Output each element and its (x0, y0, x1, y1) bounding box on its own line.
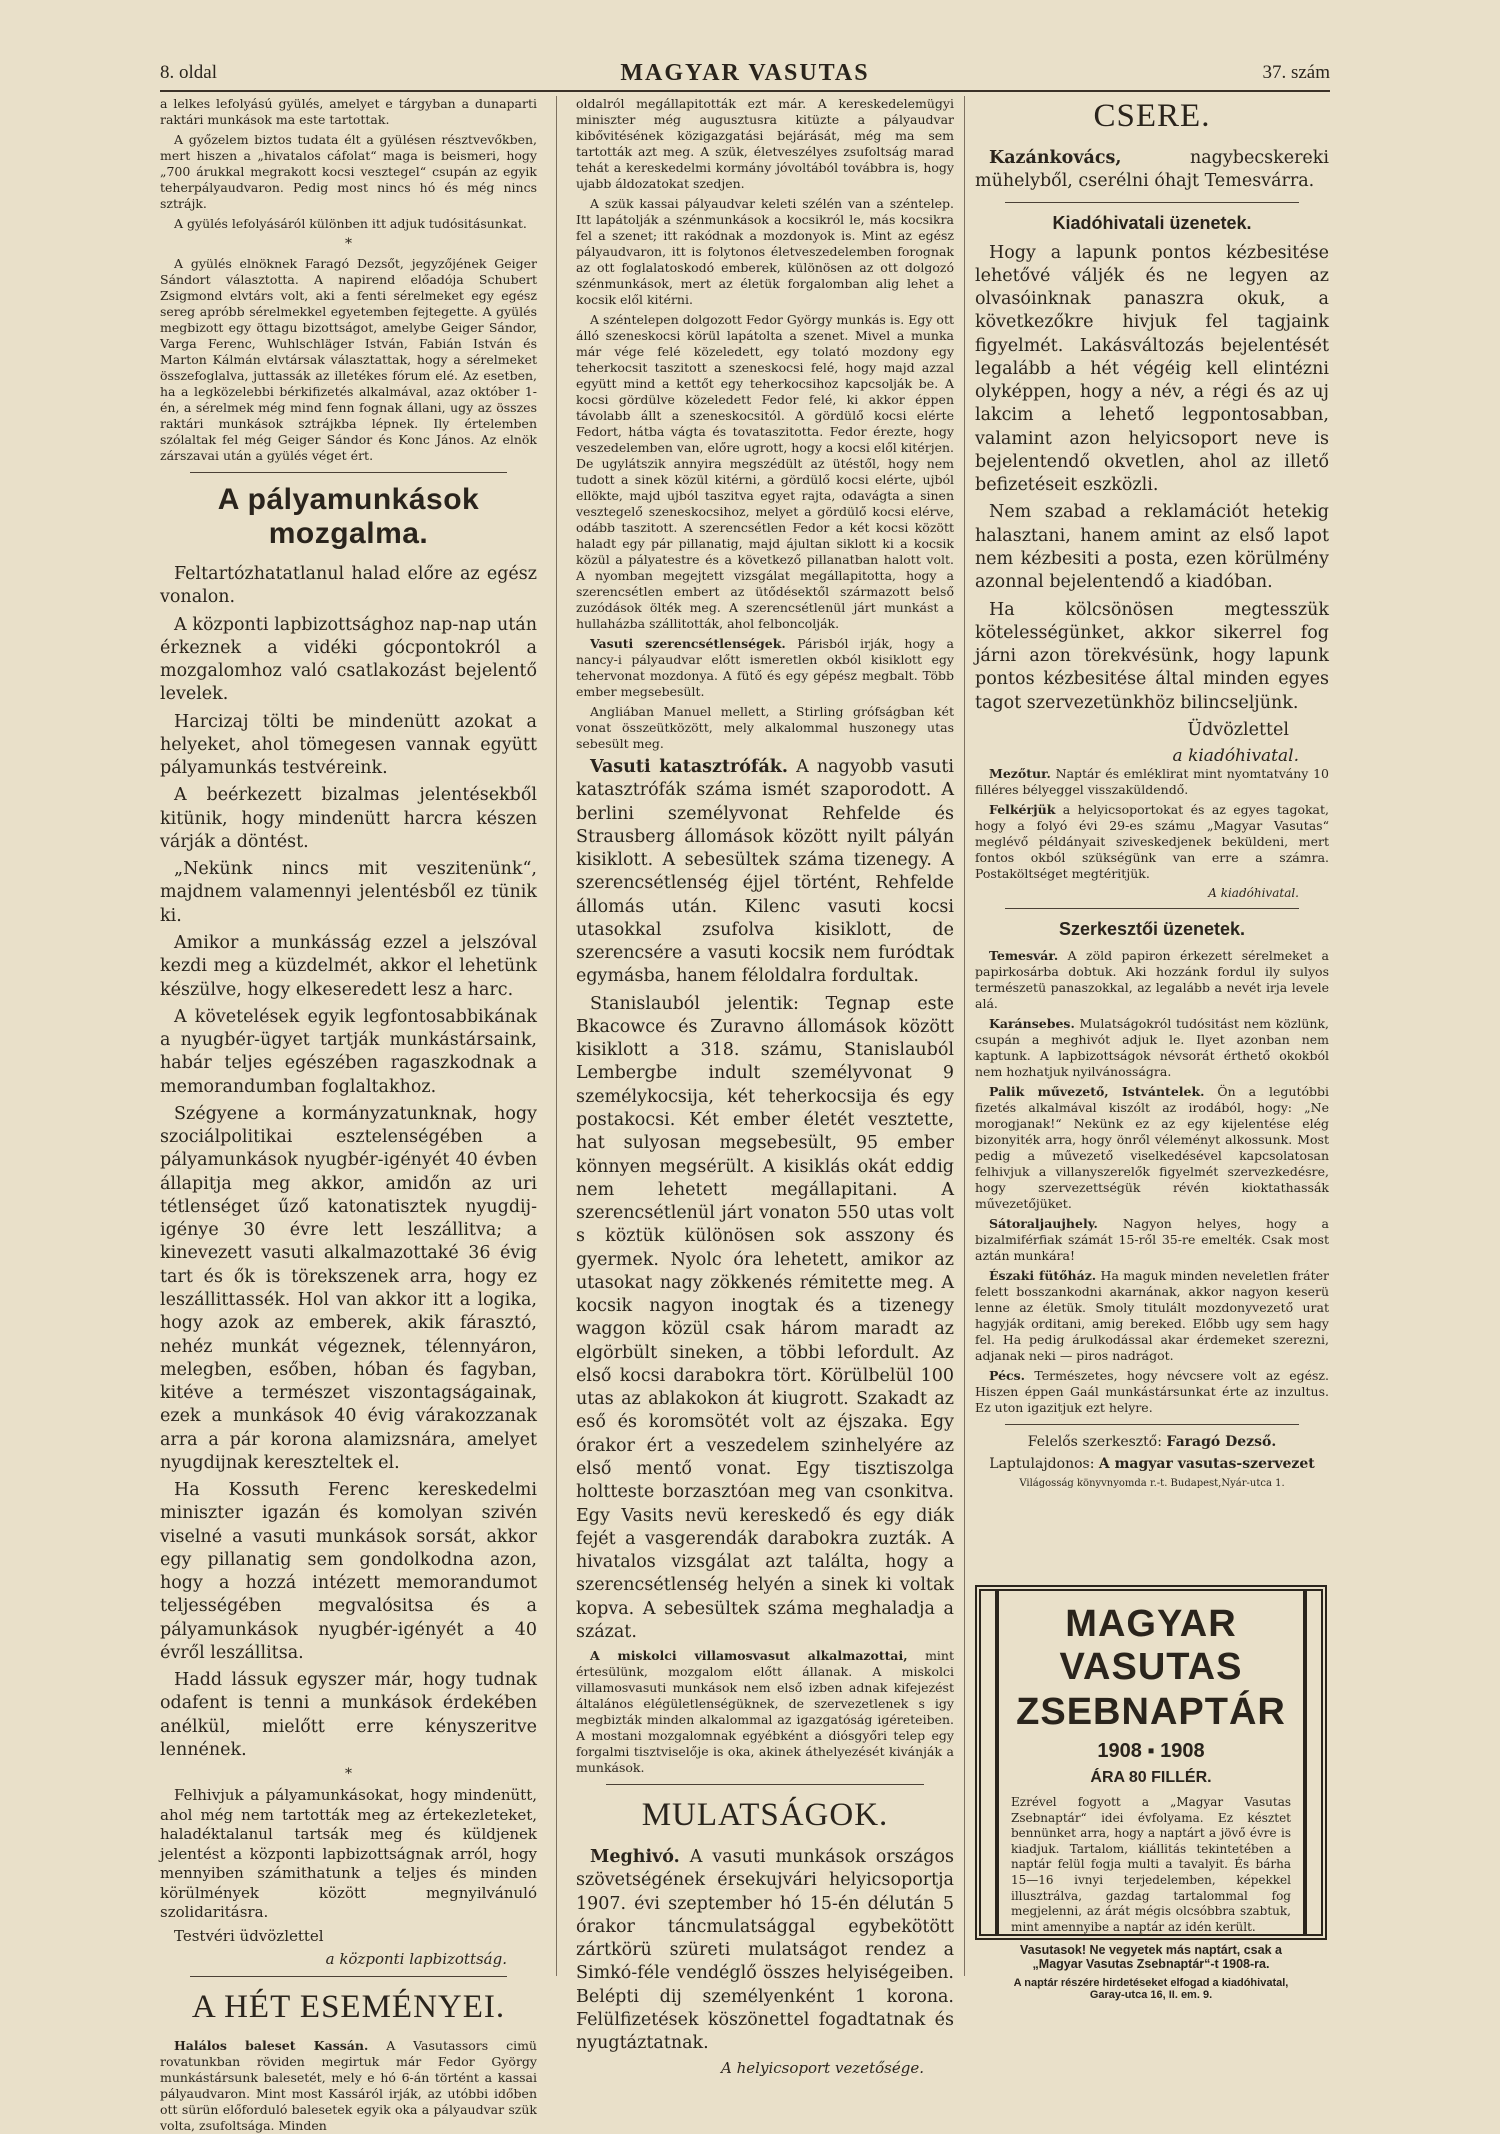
divider (1005, 202, 1299, 203)
ad-border-stripe (995, 1591, 999, 1934)
paragraph: Hogy a lapunk pontos kézbesitése lehetővé váljék és ne legyen az olvasóinknak panaszra okuk, a következőkre hivjuk fel tagjaink figyelmét. Lakásváltozás bejelentését legalább a hét végéig kell elintézni olyképpen, hogy a név, a régi és az uj lakcim a lehető legpontosabban, valamint azon helyicsoport neve is bejelentendő okvetlen, ahol az illető befizetéseit eszközli. (975, 242, 1329, 496)
section-heading: Szerkesztői üzenetek. (1058, 919, 1246, 940)
paragraph: Stanislauból jelentik: Tegnap este Bkacowce és Zuravno állomások között kisiklott a 318. számu, Stanislauból Lembergbe indult személyvonat 9 személykocsija, két teherkocsija és egy postakocsi. Két ember életét vesztette, hat sulyosan megsebesült, 95 ember könnyen megsérült. A kisiklás okát eddig nem lehetett megállapitani. A szerencsétlenül járt vonaton 550 utas volt s köztük különösen sok asszony és gyermek. Nyolc óra lehetett, amikor az utasokat nagy zökkenés rémitette meg. A kocsik nagyon inogtak és a tizenegy waggon közül csak három maradt az elgörbült sineken, a többi lefordult. Az első kocsi darabokra tört. Körülbelül 100 utas az ablakokon át kiugrott. Szakadt az eső és koromsötét volt az éjszaka. Egy órakor ért a veszedelem szinhelyére az első mentő vonat. Egy tisztiszolga holtteste borzasztóan meg van csonkitva. Egy Vasits nevü kereskedő és egy diák fejét a vasgerendák darabokra zuzták. A hivatalos vizsgálat azt találta, hogy a szerencsétlenség helyén a sinek ki voltak kopva. A sebesültek száma meghaladja a százat. (576, 993, 954, 1642)
ad-footer: A naptár részére hirdetéseket elfogad a kiadóhivatal, Garay-utca 16, II. em. 9. (1013, 1977, 1289, 2002)
news-item (975, 1368, 1329, 1416)
paragraph: a lelkes lefolyású gyülés, amelyet e tárgyban a dunaparti raktári munkások ma este tartottak. (160, 96, 537, 127)
paragraph: „Nekünk nincs mit veszitenünk“, majdnem valamennyi jelentésből ez tünik ki. (160, 859, 537, 926)
owner-name: A magyar vasutas-szervezet (1098, 1456, 1315, 1473)
news-item-text: A vasuti munkások országos szövetségének érsekujvári helyicsoportja 1907. évi szeptember hó 15-én délután 5 órakor táncmulatsággal egybekötött zártkörü szüreti mulatságot rendez a Simkó-féle vendéglő összes helyiségeiben. Belépti dij személyenként 1 korona. Felülfizetések köszönettel fogadtatnak és nyugtáztatnak. (576, 1847, 954, 2054)
column-3 (975, 96, 1329, 1576)
editor-label: Felelős szerkesztő: (1027, 1434, 1162, 1451)
editor-line (975, 1433, 1329, 1451)
ad-price: ÁRA 80 FILLÉR. (1090, 1769, 1212, 1786)
news-item (576, 636, 954, 700)
news-item-text: nagybecskereki mühelyből, cserélni óhajt Temesvárra. (975, 148, 1329, 192)
editor-name: Faragó Dezső. (1166, 1434, 1277, 1451)
paragraph: Harcizaj tölti be mindenütt azokat a helyeket, ahol tömegesen vannak együtt pályamunkás testvéreink. (160, 711, 537, 779)
news-item-text: Ha maguk minden neveletlen fráter felett bosszankodni akarnának, akkor nagyon keserü lenne az életük. Smoly titulált mozdonyvezető urat hagyják orditani, amig bereked. Előbb ugy sem hagy fel. Ha pedig árulkodással akar érdemeket szerezni, adjanak neki — piros nadrágot. (975, 1268, 1329, 1364)
calendar-advertisement (975, 1585, 1327, 2002)
meeting-report (160, 96, 537, 464)
news-item (975, 1268, 1329, 1364)
news-item-text: A Vasutassors cimü rovatunkban röviden megirtuk már Fedor György munkástársunk balesetét, mely e hó 6-án történt a kassai pályaudvaron. Mint most Kassáról irják, az utóbbi időben ott sürün előforduló balesetek egyik oka a pályaudvar szük volta, zsufoltsága. Minden (160, 2038, 537, 2134)
news-item-text: Párisból irják, hogy a nancy-i pályaudvar előtt ismeretlen okból kisiklott egy tehervonat mozdonya. A fütő és egy gépész megbalt. Több ember megsebesült. (576, 636, 954, 699)
paragraph: A gyülés elnöknek Faragó Dezsőt, jegyzőjének Geiger Sándort választotta. A napirend előadója Schubert Zsigmond elvtárs volt, aki a fenti sérelmeket egy egész sereg apróbb sérelmekkel egyetemben fejtegette. A gyülés megbizott egy öttagu bizottságot, amelybe Geiger Sándor, Varga Ferenc, Wuhlschläger István, Fabián István és Marton Kálmán elvtársak választattak, hogy a sérelmeket összefoglalva, juttassák az illetékes fórum elé. Az esetben, ha a legközelebbi bérkifizetés alkalmával, azaz október 1-én, a sérelmek még mind fenn fognak állani, ugy az összes raktári munkások sztrájkba lépnek. Ily értelemben szólaltak fel még Geiger Sándor és Konc János. Az elnök zárszavai után a gyülés véget ért. (160, 256, 537, 463)
news-item (576, 756, 954, 989)
section-heading: Kiadóhivatali üzenetek. (1052, 212, 1252, 233)
news-item (975, 802, 1329, 882)
page-number: 8. oldal (160, 62, 217, 83)
news-item-title: Vasuti szerencsétlenségek. (590, 636, 786, 651)
news-item-title: Északi fütőház. (989, 1268, 1097, 1284)
news-item (160, 2038, 537, 2134)
ad-border-stripe (1303, 1591, 1307, 1934)
greeting: Testvéri üdvözlettel (174, 1926, 324, 1945)
column-divider (556, 96, 557, 1976)
divider (190, 1976, 507, 1977)
news-item-text: A zöld papiron érkezett sérelmeket a papirkosárba dobtuk. Aki hozzánk fordul ily sulyos természetü panaszokkal, az legalább a nevét irja levele alá. (975, 948, 1329, 1012)
news-item (975, 1016, 1329, 1080)
section-heading: A HÉT ESEMÉNYEI. (191, 1989, 506, 2026)
news-item-title: Felkérjük (989, 802, 1056, 818)
owner-label: Laptulajdonos: (989, 1456, 1095, 1473)
news-item-text: a helyicsoportokat és az egyes tagokat, hogy a folyó évi 29-es számu „Magyar Vasutas“ meglévő példányait sziveskedjenek beküldeni, mert fontos okból szükségünk van erre a számra. Postaköltséget megtéritjük. (975, 802, 1329, 882)
owner-line (975, 1455, 1329, 1473)
news-item-title: Pécs. (989, 1368, 1026, 1384)
news-item-title: Temesvár. (989, 948, 1059, 964)
page-header (160, 62, 1330, 92)
news-item-title: Palik művezető, Istvántelek. (989, 1084, 1205, 1100)
news-item-title: Kazánkovács, (989, 148, 1122, 168)
divider (606, 1784, 924, 1785)
section-heading: CSERE. (1093, 98, 1211, 134)
news-item-text: Naptár és emléklirat mint nyomtatvány 10 filléres bélyeggel visszaküldendő. (975, 766, 1329, 798)
news-item-title: Vasuti katasztrófák. (590, 757, 789, 777)
paragraph: Felhivjuk a pályamunkásokat, hogy mindenütt, ahol még nem tartották meg az értekezleteket, haladéktalanul tartsák meg és küldjenek jelentést a központi lapbizottságnak arról, hogy mennyiben számithatunk a teljes és minden körülmények között megnyilvánuló szolidaritásra. (160, 1786, 537, 1922)
news-item-title: Sátoraljaujhely. (989, 1216, 1098, 1232)
ad-subtitle: ZSEBNAPTÁR (1016, 1691, 1286, 1733)
news-item (975, 1216, 1329, 1264)
greeting: Üdvözlettel (1187, 719, 1289, 740)
paragraph: A győzelem biztos tudata élt a gyülésen résztvevőkben, mert hiszen a „hivatalos cáfolat“ maga is beismeri, hogy „700 árukkal megrakott kocsi vesztegel“ csupán az egyik teherpályaudvaron. Pedig most nincs hó és még nincs sztrájk. (160, 132, 537, 211)
column-divider (964, 96, 965, 1976)
news-item-text: Nagyon helyes, hogy a bizalmiférfiak számát 15-ről 35-re emelték. Csak most aztán munkára! (975, 1216, 1329, 1264)
news-item-text: Ön a legutóbbi fizetés alkalmával kiszólt az irodából, hogy: „Ne morogjanak!“ Nekünk ez az egy kijelentése elég bizonyiték arra, hogy önről véleményt alkossunk. Most pedig a művezető viselkedésével kapcsolatosan felhivjuk a villanyszerelők figyelmét szervezkedésre, hogy szervezettségük révén kioktathassák művezetőjüket. (975, 1084, 1329, 1212)
paragraph: Ha kölcsönösen megtesszük kötelességünket, akkor sikerrel fog járni azon törekvésünk, hogy lapunk pontos kézbesitése által minden egyes tagot szervezetünkhöz bilincseljünk. (975, 599, 1329, 713)
paragraph: A széntelepen dolgozott Fedor György munkás is. Egy ott álló szeneskocsi körül lapátolta a szenet. Mivel a munka már vége felé közeledett, egy tolató mozdony egy teherkocsit taszitott a szeneskocsi felé, hogy majd azzal együtt mind a kettőt egy teherkocsihoz kapcsolják be. A kocsi gördülve közeledett Fedor felé, ki akkor éppen távolabb állt a szeneskocsitól. A gördülő kocsi elérte Fedort, hátba vágta és tovataszitotta. Fedor érezte, hogy veszedelemben van, előre ugrott, hogy a kocsi elől kitérjen. De ugylátszik annyira megszédült az ütéstől, hogy nem tudott a sinek közül kitérni, a gördülő kocsi elérte, ujból ellökte, majd ujból taszitva egyet rajta, odavágta a sinen vesztegelő szeneskocsihoz, melyet a gördülő kocsi elérve, odább taszitott. A szerencsétlen Fedor a két kocsi között haladt egy pár pillanatig, majd ájultan siklott ki a kocsik közül a pályatestre és a következő pillanatban halott volt. A nyomban megejtett vizsgálat megállapitotta, hogy a szerencsétlen embert az ütődésektől származott belső zuzódások ölték meg. A szerencsétlenül járt munkást a hullaházba szállitották, ahol felboncolják. (576, 312, 954, 631)
paragraph: oldalról megállapitották ezt már. A kereskedelemügyi miniszter még augusztusra kitüzte a pályaudvar kibővitésének közigazgatási bejárását, még ma sem tartották azt meg. A szük, életveszélyes zsufoltság marad tehát a kereskedelmi kormány jóvoltából továbbra is, hogy ujabb áldozatokat szedjen. (576, 96, 954, 191)
divider (1005, 1424, 1299, 1425)
paragraph: Hadd lássuk egyszer már, hogy tudnak odafent is tenni a munkások érdekében anélkül, mielőtt erre kényszeritve lennének. (160, 1670, 537, 1761)
divider (1005, 908, 1299, 909)
paragraph: Amikor a munkásság ezzel a jelszóval kezdi meg a küzdelmét, akkor el lehetünk készülve, hogy elkeseredett lesz a harc. (160, 932, 537, 1000)
news-item-text: Mulatságokról tudósitást nem közlünk, csupán a meghivót adjuk le. Ilyet azonban nem kaptunk. A lapbizottságok névsorát érthető okokból nem hozhatjuk nyilvánosságra. (975, 1016, 1329, 1080)
signature: A kiadóhivatal. (1208, 886, 1299, 901)
paragraph: A központi lapbizottsághoz nap-nap után érkeznek a vidéki gócpontokról a mozgalomhoz való csatlakozást bejelentő levelek. (160, 614, 537, 705)
news-item (576, 1648, 954, 1776)
news-item (975, 948, 1329, 1012)
paragraph: A beérkezett bizalmas jelentésekből kitünik, hogy mindenütt harcra készen várják a döntést. (160, 785, 537, 852)
news-item-title: Halálos baleset Kassán. (174, 2038, 369, 2054)
paragraph: A követelések egyik legfontosabbikának a nyugbér-ügyet tartják munkástársaink, habár teljes egészében ragaszkodnak a memorandumban foglaltakhoz. (160, 1006, 537, 1097)
ad-call-to-action: Vasutasok! Ne vegyetek más naptárt, csak a „Magyar Vasutas Zsebnaptár“-t 1908-ra. (1020, 1943, 1282, 1972)
column-2 (576, 96, 954, 2078)
article-heading: A pályamunkások mozgalma. (217, 483, 480, 550)
news-item-title: Mezőtur. (989, 766, 1051, 782)
ad-years: 1908 ▪ 1908 (1097, 1740, 1205, 1762)
movement-article (160, 563, 537, 1762)
news-item (975, 766, 1329, 798)
signature: a kiadóhivatal. (1172, 746, 1299, 767)
paragraph: Szégyene a kormányzatunknak, hogy szociálpolitikai esztelenségében a pályamunkások nyugbér-igényét 40 évben állapitja meg akkor, amidőn az uri tétlenséget űző katonatisztek nyugdij-igénye 30 évre lett leszállitva; a kinevezett vasuti alkalmazottaké 36 évig tart és ők is törekszenek arra, hogy ez leszállittassék. Hol van akkor itt a logika, hogy azok az emberek, akik fárasztó, nehéz munkát végeznek, télennyáron, melegben, esőben, hóban és fagyban, kitéve a természet viszontagságainak, ezek a munkások 40 évig várakozzanak arra a pár korona alamizsnára, amelyet nyugdijnak kereszteltek el. (160, 1103, 537, 1473)
divider (190, 472, 507, 473)
ad-title: MAGYAR VASUTAS (1059, 1603, 1243, 1688)
news-item (576, 1846, 954, 2055)
section-heading: MULATSÁGOK. (641, 1797, 889, 1834)
printer-line: Világosság könyvnyomda r.-t. Budapest,Nyár-utca 1. (1019, 1478, 1285, 1490)
separator-star: * (345, 1766, 352, 1783)
separator-star: * (345, 236, 352, 252)
issue-number: 37. szám (1262, 62, 1330, 83)
news-item (975, 147, 1329, 194)
news-item-title: Meghivó. (590, 1847, 680, 1868)
news-item (975, 1084, 1329, 1212)
news-item-text: mint értesülünk, mozgalom előtt állanak. A miskolci villamosvasuti munkások nem első izben adnak kifejezést általános elégületlenségüknek, de szervezetlenek s igy megbizták minden alkalommal az igazgatóság igéreteiben. A mostani mozgalomnak egyébként a diósgyőri telep egy forgalmi tisztviselője is oka, akinek áthelyezését kivánják a munkások. (576, 1648, 954, 1776)
masthead-title: MAGYAR VASUTAS (620, 60, 870, 86)
signature: A helyicsoport vezetősége. (721, 2059, 924, 2078)
paragraph: Ha Kossuth Ferenc kereskedelmi miniszter igazán és komolyan szivén viselné a vasuti munkások sorsát, akkor egy pillanatig sem gondolkodna azon, hogy a hozzá intézett memorandumot teljességében megvalósitsa és a pályamunkások nyugbér-igényét a 40 évről leszállitsa. (160, 1480, 537, 1663)
news-item-text: Természetes, hogy névcsere volt az egész. Hiszen éppen Gaál munkástársunkat érte az inzultus. Ez uton igazitjuk ezt helyre. (975, 1368, 1329, 1416)
ad-body: Ezrével fogyott a „Magyar Vasutas Zsebnaptár“ idei évfolyama. Ez késztet bennünket arra, hogy a naptárt a jövő évre is kiadjuk. Tartalom, kiállitás tekintetében a naptár felül fogja multi a tavalyit. És bárha 15—16 ivnyi terjedelemben, képekkel illusztrálva, gazdag tartalommal fog megjelenni, az árát mégis olcsóbbra szabtuk, mint amennyibe a naptár az idén került. (1011, 1795, 1291, 1934)
paragraph: A gyülés lefolyásáról különben itt adjuk tudósitásunkat. (174, 216, 527, 231)
news-item-title: A miskolci villamosvasut alkalmazottai, (590, 1648, 908, 1664)
paragraph: A szük kassai pályaudvar keleti szélén van a széntelep. Itt lapátolják a szénmunkások a kocsikról le, más kocsikra fel a szenet; itt rakódnak a mozdonyok is. Mint az egész pályaudvaron, itt is folytonos életveszedelemben forognak az ott foglalatoskodó emberek, különösen az ott dolgozó szénmunkások, mert az életük forgalomban alig lehet a kocsik elől kitérni. (576, 196, 954, 307)
signature: a központi lapbizottság. (325, 1950, 507, 1969)
news-item-text: A nagyobb vasuti katasztrófák száma ismét szaporodott. A berlini személyvonat Rehfelde és Strausberg állomások között nyilt pályán kisiklott. A sebesültek száma tizenegy. A szerencsétlenség éjjel történt, Rehfelde állomás után. Kilenc vasuti kocsi utasokkal zsufolva kisiklott, de szerencsére a vasuti kocsik nem furódtak egymásba, hanem féloldalra fordultak. (576, 757, 954, 987)
news-item-title: Karánsebes. (989, 1016, 1075, 1032)
column-1 (160, 96, 537, 2134)
paragraph: Angliában Manuel mellett, a Stirling grófságban két vonat összeütközött, mely alkalommal huszonegy utas sebesült meg. (576, 704, 954, 751)
paragraph: Nem szabad a reklamációt hetekig halasztani, hanem amint az első lapot nem kézbesiti a posta, ezen körülmény azonnal bejelentendő a kiadóban. (975, 502, 1329, 593)
paragraph: Feltartózhatatlanul halad előre az egész vonalon. (160, 564, 537, 608)
